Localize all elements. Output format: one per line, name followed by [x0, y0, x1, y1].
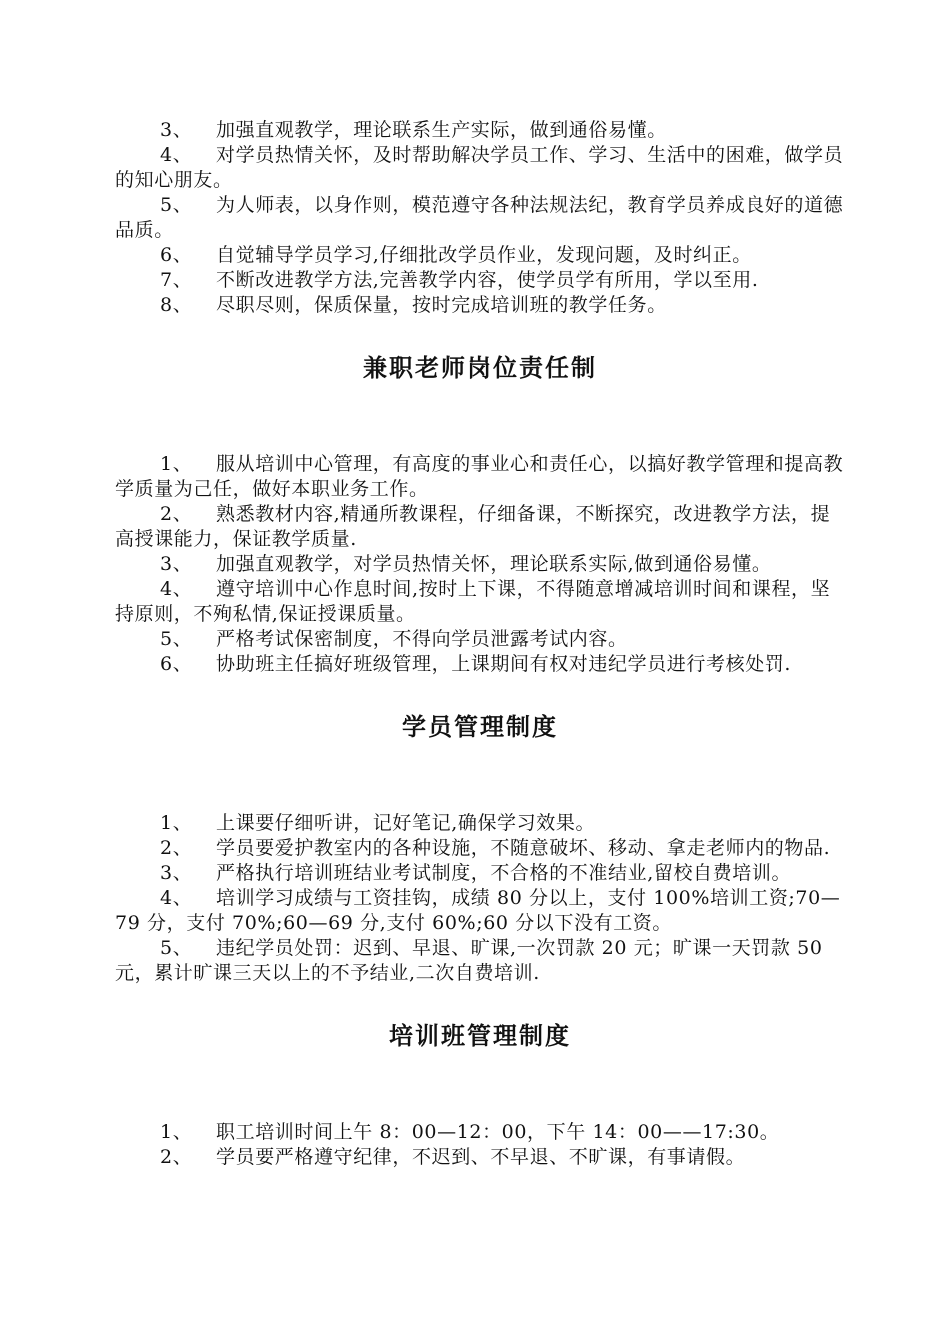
item-text: 加强直观教学，理论联系生产实际，做到通俗易懂。 [216, 119, 667, 141]
item-number: 3、 [160, 862, 193, 884]
item-number: 6、 [160, 653, 193, 675]
list-item [115, 243, 845, 268]
list-item [115, 627, 845, 652]
item-text: 协助班主任搞好班级管理，上课期间有权对违纪学员进行考核处罚. [216, 653, 792, 675]
list-item [115, 268, 845, 293]
item-number: 4、 [160, 887, 193, 909]
item-number: 1、 [160, 812, 193, 834]
list-item [115, 1120, 845, 1145]
item-text: 服从培训中心管理，有高度的事业心和责任心，以搞好教学管理和提高教学质量为己任，做好本职业务工作。 [115, 453, 844, 500]
item-text: 遵守培训中心作息时间,按时上下课，不得随意增减培训时间和课程，坚持原则，不殉私情,保证授课质量。 [115, 578, 831, 625]
spacer [115, 1052, 845, 1120]
item-number: 5、 [160, 937, 193, 959]
item-text: 对学员热情关怀，及时帮助解决学员工作、学习、生活中的困难，做学员的知心朋友。 [115, 144, 844, 191]
item-text: 加强直观教学，对学员热情关怀，理论联系实际,做到通俗易懂。 [216, 553, 772, 575]
list-item [115, 193, 845, 243]
section-student-management [115, 811, 845, 986]
list-item [115, 861, 845, 886]
item-number: 1、 [160, 1121, 193, 1143]
item-number: 3、 [160, 119, 193, 141]
item-text: 熟悉教材内容,精通所教课程，仔细备课，不断探究，改进教学方法，提高授课能力，保证教学质量. [115, 503, 831, 550]
list-item [115, 502, 845, 552]
list-item [115, 1145, 845, 1170]
item-text: 严格执行培训班结业考试制度，不合格的不准结业,留校自费培训。 [216, 862, 792, 884]
item-text: 严格考试保密制度，不得向学员泄露考试内容。 [216, 628, 628, 650]
item-text: 自觉辅导学员学习,仔细批改学员作业，发现问题，及时纠正。 [216, 244, 752, 266]
section-title-student-management: 学员管理制度 [402, 713, 558, 741]
item-text: 为人师表，以身作则，模范遵守各种法规法纪，教育学员养成良好的道德品质。 [115, 194, 844, 241]
spacer [115, 743, 845, 811]
section-title-parttime-teacher: 兼职老师岗位责任制 [363, 354, 597, 382]
item-number: 3、 [160, 553, 193, 575]
item-number: 5、 [160, 628, 193, 650]
item-text: 违纪学员处罚：迟到、早退、旷课,一次罚款 20 元；旷课一天罚款 50 元，累计旷课三天以上的不予结业,二次自费培训. [115, 937, 823, 984]
item-number: 2、 [160, 1146, 193, 1168]
item-number: 5、 [160, 194, 193, 216]
list-item [115, 811, 845, 836]
item-number: 1、 [160, 453, 193, 475]
item-text: 培训学习成绩与工资挂钩，成绩 80 分以上，支付 100%培训工资;70—79 分，支付 70%;60—69 分,支付 60%;60 分以下没有工资。 [115, 887, 841, 934]
item-text: 职工培训时间上午 8：00—12：00，下午 14：00——17:30。 [216, 1121, 780, 1143]
item-text: 学员要严格遵守纪律，不迟到、不早退、不旷课，有事请假。 [216, 1146, 746, 1168]
list-item [115, 652, 845, 677]
list-item [115, 836, 845, 861]
spacer [115, 986, 845, 1020]
list-item [115, 118, 845, 143]
list-item [115, 143, 845, 193]
document-page [115, 118, 845, 1170]
item-text: 尽职尽则，保质保量，按时完成培训班的教学任务。 [216, 294, 667, 316]
item-text: 学员要爱护教室内的各种设施，不随意破坏、移动、拿走老师内的物品. [216, 837, 831, 859]
item-number: 4、 [160, 578, 193, 600]
spacer [115, 677, 845, 711]
item-number: 8、 [160, 294, 193, 316]
item-number: 4、 [160, 144, 193, 166]
list-item [115, 577, 845, 627]
list-item [115, 293, 845, 318]
section-parttime-teacher [115, 452, 845, 677]
item-number: 2、 [160, 837, 193, 859]
item-text: 不断改进教学方法,完善教学内容，使学员学有所用，学以至用. [216, 269, 759, 291]
item-number: 7、 [160, 269, 193, 291]
list-item [115, 552, 845, 577]
spacer [115, 318, 845, 352]
spacer [115, 384, 845, 452]
section-class-management [115, 1120, 845, 1170]
list-item [115, 936, 845, 986]
list-item [115, 886, 845, 936]
item-number: 6、 [160, 244, 193, 266]
list-item [115, 452, 845, 502]
section-teacher-duties-continued [115, 118, 845, 318]
item-text: 上课要仔细听讲，记好笔记,确保学习效果。 [216, 812, 596, 834]
item-number: 2、 [160, 503, 193, 525]
section-title-class-management: 培训班管理制度 [389, 1022, 571, 1050]
